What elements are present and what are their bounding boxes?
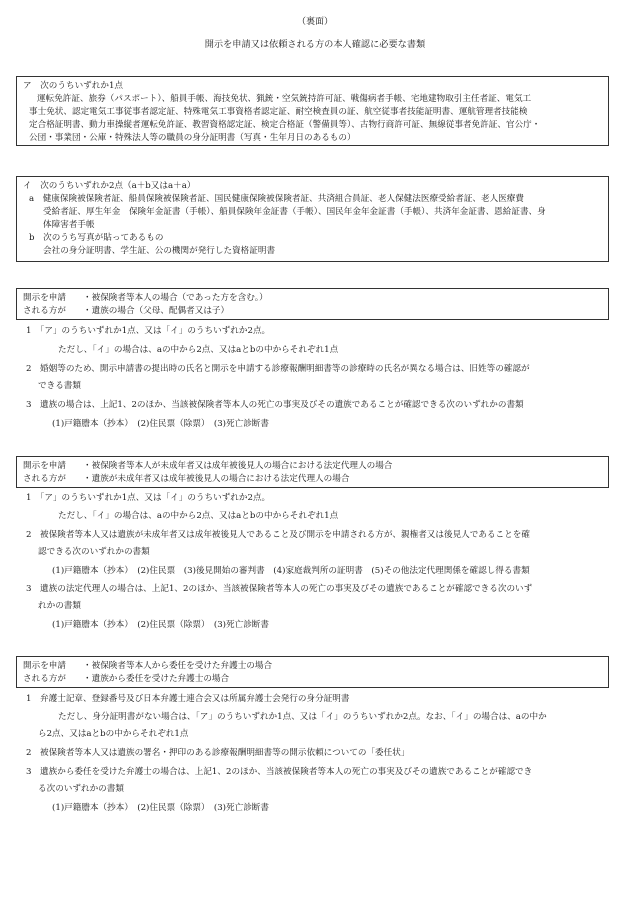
box-i-a-line: 受給者証、厚生年金 保険年金証書（手帳）、船員保険年金証書（手帳）、国民年金年金証書（手帳）、共済年金証書、恩給証書、身	[43, 207, 546, 217]
box-a-line: 事士免状、認定電気工事従事者認定証、特殊電気工事資格者認定証、耐空検査員の証、航空従事者技能証明書、運航管理者技能検	[29, 107, 528, 117]
requirement-line: ただし、身分証明書がない場合は、「ア」のうちいずれか1点、又は「イ」のうちいずれか2点。なお、「イ」の場合は、aの中か	[58, 712, 547, 722]
condition-text: ・遺族から委任を受けた弁護士の場合	[83, 674, 230, 684]
condition-label: 開示を申請	[23, 293, 66, 303]
box-document-list-a	[16, 76, 609, 146]
requirement-line: 3 遺族の法定代理人の場合は、上記1、2のほか、当該被保険者等本人の死亡の事実及びその遺族であることが確認できる次のいず	[26, 584, 533, 594]
condition-text: ・被保険者等本人が未成年者又は成年被後見人の場合における法定代理人の場合	[83, 461, 393, 471]
requirement-line: る次のいずれかの書類	[38, 784, 124, 794]
page-title: 開示を申請又は依頼される方の本人確認に必要な書類	[204, 39, 426, 50]
section-3-condition-box	[16, 656, 609, 688]
section-2-requirements	[16, 492, 616, 632]
condition-label: される方が	[23, 674, 66, 684]
section-2-condition-box	[16, 456, 609, 488]
condition-text: ・遺族が未成年者又は成年被後見人の場合における法定代理人の場合	[83, 474, 350, 484]
section-1-requirements	[16, 325, 616, 431]
condition-label: される方が	[23, 474, 66, 484]
condition-text: ・被保険者等本人の場合（であった方を含む。）	[83, 293, 268, 303]
box-a-line: 公団・事業団・公庫・特殊法人等の職員の身分証明書（写真・生年月日のあるもの）	[29, 133, 356, 143]
box-i-b-line: 会社の身分証明書、学生証、公の機関が発行した資格証明書	[43, 246, 276, 256]
condition-label: される方が	[23, 306, 66, 316]
box-a-line: 定合格証明書、動力車操縦者運転免許証、教習資格認定証、検定合格証（警備員等）、古物行商許可証、無線従事者免許証、官公庁・	[29, 120, 541, 130]
requirement-line: 1 「ア」のうちいずれか1点、又は「イ」のうちいずれか2点。	[26, 493, 271, 503]
section-3-requirements	[16, 693, 616, 815]
requirement-line: 3 遺族の場合は、上記1、2のほか、当該被保険者等本人の死亡の事実及びその遺族であることが確認できる次のいずれかの書類	[26, 400, 524, 410]
requirement-line: 2 被保険者等本人又は遺族が未成年者又は成年被後見人であること及び開示を申請される方が、親権者又は後見人であることを確	[26, 530, 530, 540]
requirement-line: 1 「ア」のうちいずれか1点、又は「イ」のうちいずれか2点。	[26, 326, 271, 336]
requirement-line: 1 弁護士記章、登録番号及び日本弁護士連合会又は所属弁護士会発行の身分証明書	[26, 694, 350, 704]
condition-label: 開示を申請	[23, 461, 66, 471]
requirement-line: ら2点、又はaとbの中からそれぞれ1点	[38, 729, 189, 739]
box-i-a-line: 体障害者手帳	[43, 220, 95, 230]
box-i-b-line: b 次のうち写真が貼ってあるもの	[29, 233, 164, 243]
box-document-list-i	[16, 176, 609, 262]
requirement-line: (1)戸籍謄本（抄本） (2)住民票（除票） (3)死亡診断書	[52, 803, 269, 813]
condition-text: ・被保険者等本人から委任を受けた弁護士の場合	[83, 661, 273, 671]
requirement-line: ただし、「イ」の場合は、aの中から2点、又はaとbの中からそれぞれ1点	[58, 511, 339, 521]
requirement-line: (1)戸籍謄本（抄本） (2)住民票（除票） (3)死亡診断書	[52, 419, 269, 429]
requirement-line: 2 婚姻等のため、開示申請書の提出時の氏名と開示を申請する診療報酬明細書等の診療時の氏名が異なる場合は、旧姓等の確認が	[26, 364, 530, 374]
page-side-label: （裏面）	[296, 17, 333, 27]
requirement-line: ただし、「イ」の場合は、aの中から2点、又はaとbの中からそれぞれ1点	[58, 345, 339, 355]
section-1-condition-box	[16, 288, 609, 320]
box-a-line: 運転免許証、旅券（パスポート）、船員手帳、海技免状、猟銃・空気銃持許可証、戦傷病者手帳、宅地建物取引主任者証、電気工	[37, 94, 532, 104]
condition-label: 開示を申請	[23, 661, 66, 671]
box-a-heading: ア 次のうちいずれか1点	[23, 81, 123, 91]
condition-text: ・遺族の場合（父母、配偶者又は子）	[83, 306, 230, 316]
box-i-a-line: a 健康保険被保険者証、船員保険被保険者証、国民健康保険被保険者証、共済組合員証、老人保健法医療受給者証、老人医療費	[29, 194, 524, 204]
requirement-line: (1)戸籍謄本（抄本） (2)住民票 (3)後見開始の審判書 (4)家庭裁判所の証明書 (5)その他法定代理関係を確認し得る書類	[52, 566, 530, 576]
requirement-line: 2 被保険者等本人又は遺族の署名・押印のある診療報酬明細書等の開示依頼についての「委任状」	[26, 748, 410, 758]
requirement-line: 認できる次のいずれかの書類	[38, 547, 150, 557]
box-i-heading: イ 次のうちいずれか2点（a＋b又はa＋a）	[23, 181, 196, 191]
requirement-line: 3 遺族から委任を受けた弁護士の場合は、上記1、2のほか、当該被保険者等本人の死亡の事実及びその遺族であることが確認でき	[26, 767, 533, 777]
requirement-line: れかの書類	[38, 601, 81, 611]
requirement-line: できる書類	[38, 381, 81, 391]
requirement-line: (1)戸籍謄本（抄本） (2)住民票（除票） (3)死亡診断書	[52, 620, 269, 630]
